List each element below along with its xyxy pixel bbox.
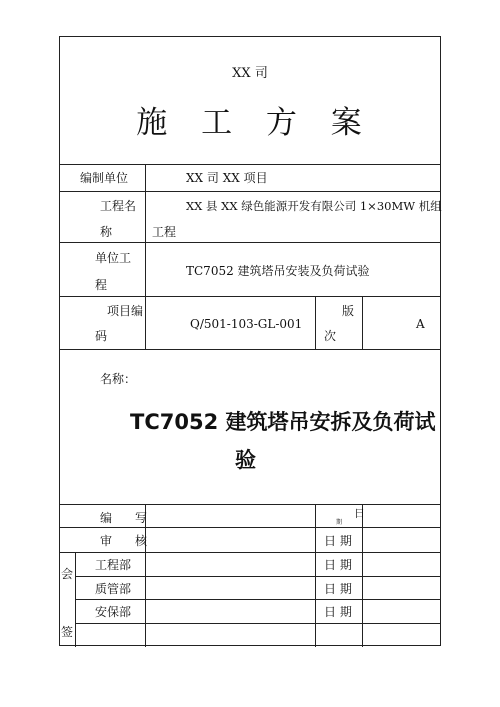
- divider: [60, 242, 440, 243]
- version-label: 次: [324, 329, 337, 343]
- document-page: [59, 36, 441, 646]
- divider: [145, 504, 146, 647]
- countersign-label: 签: [61, 625, 74, 639]
- divider: [60, 191, 440, 192]
- project-value: 工程: [152, 225, 177, 239]
- compile-date-label: 期: [336, 519, 343, 526]
- dept-quality: 质管部: [95, 582, 132, 596]
- divider: [315, 504, 316, 647]
- subunit-label: 程: [95, 278, 108, 292]
- compile-label: 写: [135, 511, 148, 525]
- divider: [60, 552, 440, 553]
- divider: [75, 599, 440, 600]
- document-name-line: 验: [235, 448, 256, 472]
- subunit-label: 单位工: [95, 251, 132, 265]
- date-label: 日 期: [324, 582, 352, 596]
- divider: [60, 504, 440, 505]
- project-label: 工程名: [100, 199, 137, 213]
- date-label: 日 期: [324, 558, 352, 572]
- divider: [315, 296, 316, 349]
- divider: [60, 164, 440, 165]
- review-date-label: 日 期: [324, 534, 352, 548]
- divider: [75, 623, 440, 624]
- divider: [60, 349, 440, 350]
- name-label: 名称：: [100, 372, 137, 386]
- code-label: 项目编: [107, 304, 144, 318]
- review-label: 核: [135, 534, 148, 548]
- dept-safety: 安保部: [95, 605, 132, 619]
- dept-engineering: 工程部: [95, 558, 132, 572]
- divider: [362, 296, 363, 349]
- unit-label: 编制单位: [80, 171, 129, 185]
- document-name: [130, 403, 450, 479]
- divider: [362, 504, 363, 647]
- version-label: 版: [342, 304, 355, 318]
- divider: [145, 164, 146, 349]
- project-label: 称: [100, 225, 113, 239]
- page-title: 施 工 方 案: [136, 105, 374, 141]
- company-name: XX 司: [232, 66, 268, 81]
- review-label: 审: [100, 534, 113, 548]
- countersign-label: 会: [61, 567, 74, 581]
- unit-value: XX 司 XX 项目: [186, 171, 268, 185]
- code-label: 码: [95, 329, 108, 343]
- code-value: Q/501-103-GL-001: [190, 317, 303, 331]
- divider: [75, 576, 440, 577]
- divider: [60, 296, 440, 297]
- document-name-line: TC7052 建筑塔吊安拆及负荷试: [130, 410, 436, 434]
- date-label: 日 期: [324, 605, 352, 619]
- divider: [60, 527, 440, 528]
- compile-date-label: 日: [354, 507, 365, 520]
- compile-label: 编: [100, 511, 113, 525]
- subunit-value: TC7052 建筑塔吊安装及负荷试验: [186, 264, 370, 278]
- project-value: XX 县 XX 绿色能源开发有限公司 1×30MW 机组: [186, 199, 442, 213]
- version-value: A: [416, 317, 425, 331]
- divider: [75, 552, 76, 647]
